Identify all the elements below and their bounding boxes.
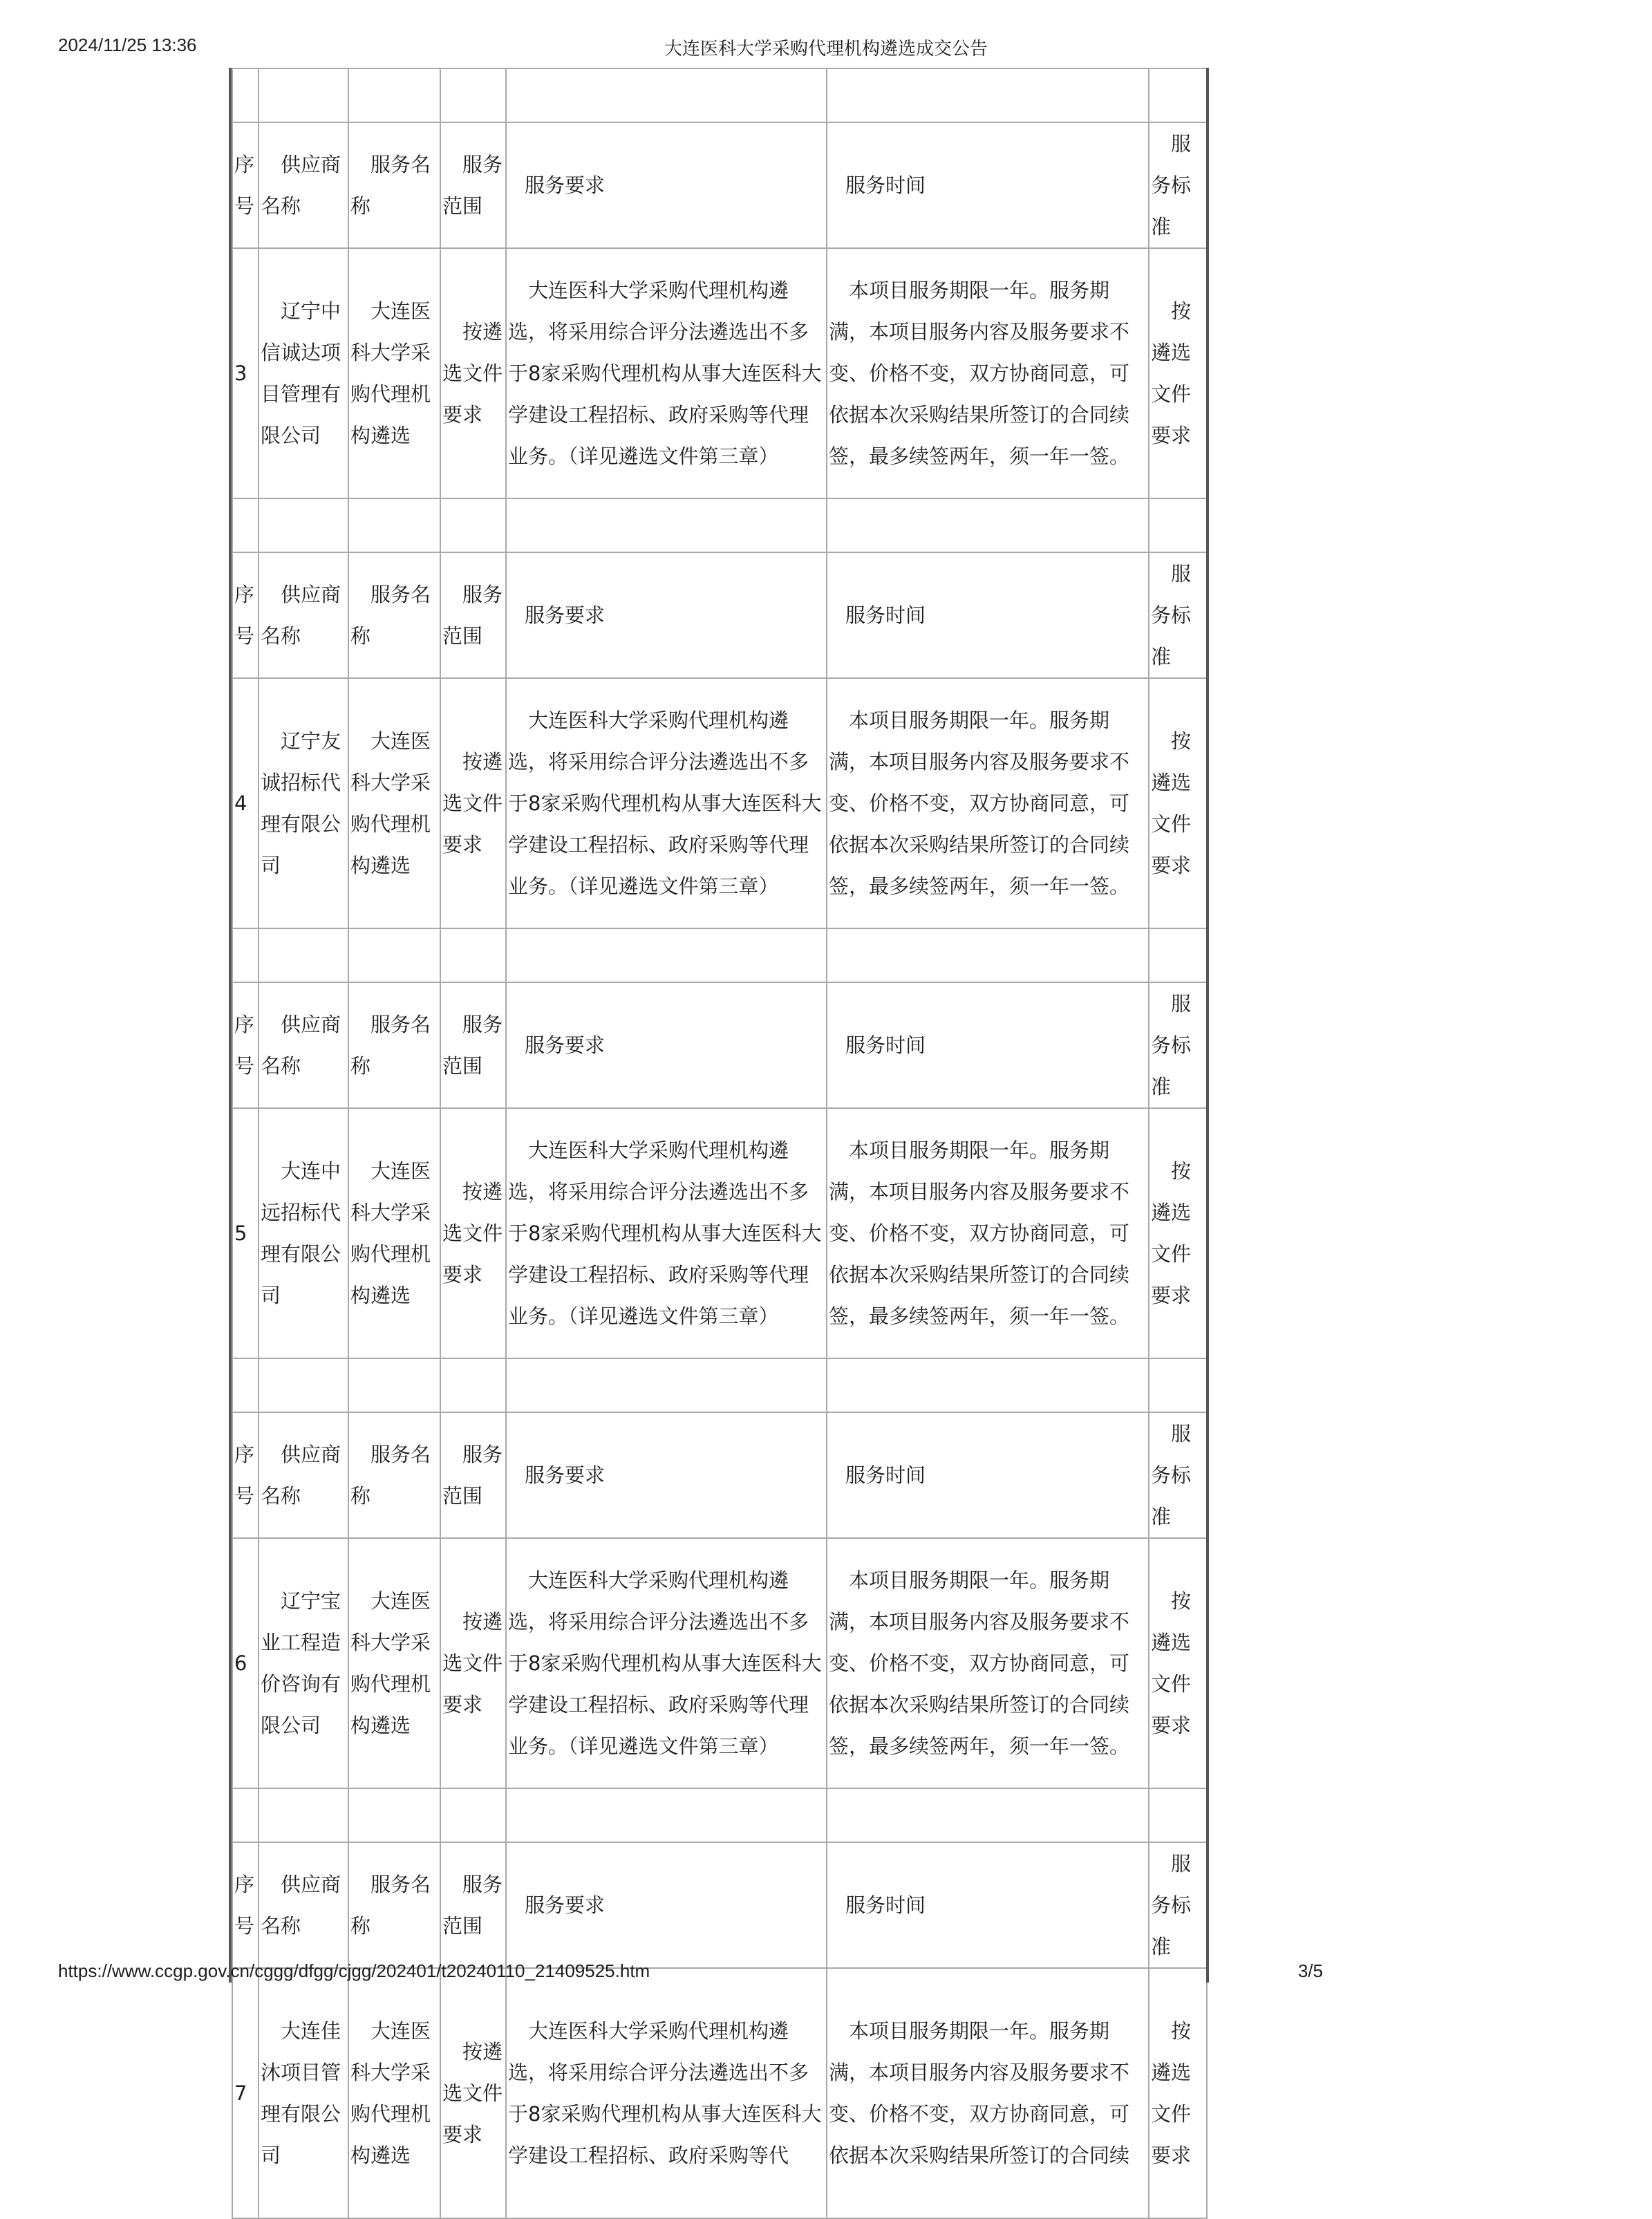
service-requirement: 大连医科大学采购代理机构遴选，将采用综合评分法遴选出不多于8家采购代理机构从事大连医科大学建设工程招标、政府采购等代	[506, 1968, 827, 2218]
empty-cell	[827, 928, 1149, 982]
column-header: 服务要求	[506, 982, 827, 1108]
table-header-row	[232, 122, 1207, 248]
column-header: 服务时间	[827, 122, 1149, 248]
empty-cell	[348, 498, 440, 552]
page-url: https://www.ccgp.gov.cn/cggg/dfgg/cjgg/202401/t20240110_21409525.htm	[58, 1960, 650, 1981]
column-header: 服务时间	[827, 982, 1149, 1108]
column-header: 供应商名称	[259, 552, 348, 678]
table-row	[232, 1968, 1207, 2218]
empty-cell	[259, 1358, 348, 1412]
print-datetime: 2024/11/25 13:36	[58, 35, 197, 55]
column-header: 服务时间	[827, 552, 1149, 678]
column-header: 服务名称	[348, 1412, 440, 1538]
supplier-name: 辽宁友诚招标代理有限公司	[259, 678, 348, 928]
empty-cell	[827, 1358, 1149, 1412]
empty-cell	[1149, 1788, 1207, 1842]
column-header: 服务范围	[440, 122, 506, 248]
empty-cell	[440, 498, 506, 552]
empty-cell	[232, 68, 259, 122]
page-title: 大连医科大学采购代理机构遴选成交公告	[664, 39, 988, 59]
table-outer-border-left	[229, 68, 232, 1983]
spacer-row	[232, 1788, 1207, 1842]
service-standard: 按遴选文件要求	[1149, 678, 1207, 928]
service-time: 本项目服务期限一年。服务期满，本项目服务内容及服务要求不变、价格不变，双方协商同意，可依据本次采购结果所签订的合同续签，最多续签两年，须一年一签。	[827, 1538, 1149, 1788]
spacer-row	[232, 1358, 1207, 1412]
column-header: 供应商名称	[259, 1842, 348, 1968]
service-standard: 按遴选文件要求	[1149, 1108, 1207, 1358]
empty-cell	[827, 68, 1149, 122]
service-requirement: 大连医科大学采购代理机构遴选，将采用综合评分法遴选出不多于8家采购代理机构从事大连医科大学建设工程招标、政府采购等代理业务。（详见遴选文件第三章）	[506, 248, 827, 498]
service-scope: 按遴选文件要求	[440, 1108, 506, 1358]
service-name: 大连医科大学采购代理机构遴选	[348, 248, 440, 498]
column-header: 服务要求	[506, 552, 827, 678]
table-header-row	[232, 982, 1207, 1108]
empty-cell	[1149, 928, 1207, 982]
service-standard: 按遴选文件要求	[1149, 1538, 1207, 1788]
service-scope: 按遴选文件要求	[440, 1968, 506, 2218]
column-header: 服务名称	[348, 122, 440, 248]
spacer-row	[232, 928, 1207, 982]
service-name: 大连医科大学采购代理机构遴选	[348, 678, 440, 928]
service-name: 大连医科大学采购代理机构遴选	[348, 1538, 440, 1788]
column-header: 供应商名称	[259, 982, 348, 1108]
empty-cell	[506, 928, 827, 982]
results-table	[232, 68, 1208, 2219]
row-number: 7	[232, 1968, 259, 2218]
empty-cell	[259, 68, 348, 122]
column-header: 服务标准	[1149, 1842, 1207, 1968]
empty-cell	[1149, 1358, 1207, 1412]
column-header: 服务范围	[440, 982, 506, 1108]
supplier-name: 辽宁中信诚达项目管理有限公司	[259, 248, 348, 498]
table-header-row	[232, 1842, 1207, 1968]
service-scope: 按遴选文件要求	[440, 1538, 506, 1788]
column-header: 服务范围	[440, 552, 506, 678]
column-header: 服务范围	[440, 1412, 506, 1538]
row-number: 3	[232, 248, 259, 498]
empty-cell	[232, 928, 259, 982]
page-number: 3/5	[1297, 1960, 1323, 1981]
column-header: 服务名称	[348, 982, 440, 1108]
column-header: 服务名称	[348, 552, 440, 678]
service-name: 大连医科大学采购代理机构遴选	[348, 1968, 440, 2218]
service-time: 本项目服务期限一年。服务期满，本项目服务内容及服务要求不变、价格不变，双方协商同意，可依据本次采购结果所签订的合同续签，最多续签两年，须一年一签。	[827, 1108, 1149, 1358]
service-time: 本项目服务期限一年。服务期满，本项目服务内容及服务要求不变、价格不变，双方协商同意，可依据本次采购结果所签订的合同续	[827, 1968, 1149, 2218]
supplier-name: 辽宁宝业工程造价咨询有限公司	[259, 1538, 348, 1788]
empty-cell	[506, 68, 827, 122]
service-standard: 按遴选文件要求	[1149, 248, 1207, 498]
column-header: 序号	[232, 1412, 259, 1538]
column-header: 序号	[232, 1842, 259, 1968]
row-number: 4	[232, 678, 259, 928]
supplier-name: 大连佳沐项目管理有限公司	[259, 1968, 348, 2218]
column-header: 服务要求	[506, 1842, 827, 1968]
service-requirement: 大连医科大学采购代理机构遴选，将采用综合评分法遴选出不多于8家采购代理机构从事大连医科大学建设工程招标、政府采购等代理业务。（详见遴选文件第三章）	[506, 678, 827, 928]
column-header: 服务标准	[1149, 122, 1207, 248]
empty-cell	[232, 1788, 259, 1842]
row-number: 6	[232, 1538, 259, 1788]
service-time: 本项目服务期限一年。服务期满，本项目服务内容及服务要求不变、价格不变，双方协商同意，可依据本次采购结果所签订的合同续签，最多续签两年，须一年一签。	[827, 248, 1149, 498]
service-requirement: 大连医科大学采购代理机构遴选，将采用综合评分法遴选出不多于8家采购代理机构从事大连医科大学建设工程招标、政府采购等代理业务。（详见遴选文件第三章）	[506, 1538, 827, 1788]
table-header-row	[232, 1412, 1207, 1538]
empty-cell	[348, 68, 440, 122]
table-row	[232, 678, 1207, 928]
column-header: 供应商名称	[259, 122, 348, 248]
table-row	[232, 1538, 1207, 1788]
service-scope: 按遴选文件要求	[440, 678, 506, 928]
table-row	[232, 1108, 1207, 1358]
empty-cell	[440, 1358, 506, 1412]
service-time: 本项目服务期限一年。服务期满，本项目服务内容及服务要求不变、价格不变，双方协商同意，可依据本次采购结果所签订的合同续签，最多续签两年，须一年一签。	[827, 678, 1149, 928]
column-header: 服务名称	[348, 1842, 440, 1968]
table-row	[232, 248, 1207, 498]
table-outer-border-right	[1206, 68, 1209, 1983]
column-header: 序号	[232, 982, 259, 1108]
spacer-row	[232, 498, 1207, 552]
column-header: 服务要求	[506, 122, 827, 248]
results-table-container	[229, 68, 1209, 2167]
empty-cell	[232, 1358, 259, 1412]
column-header: 服务标准	[1149, 982, 1207, 1108]
service-standard: 按遴选文件要求	[1149, 1968, 1207, 2218]
empty-cell	[348, 1358, 440, 1412]
spacer-row	[232, 68, 1207, 122]
service-requirement: 大连医科大学采购代理机构遴选，将采用综合评分法遴选出不多于8家采购代理机构从事大连医科大学建设工程招标、政府采购等代理业务。（详见遴选文件第三章）	[506, 1108, 827, 1358]
table-header-row	[232, 552, 1207, 678]
column-header: 服务要求	[506, 1412, 827, 1538]
column-header: 服务范围	[440, 1842, 506, 1968]
empty-cell	[232, 498, 259, 552]
empty-cell	[827, 498, 1149, 552]
empty-cell	[440, 928, 506, 982]
empty-cell	[440, 68, 506, 122]
empty-cell	[259, 498, 348, 552]
column-header: 序号	[232, 552, 259, 678]
empty-cell	[440, 1788, 506, 1842]
empty-cell	[506, 1788, 827, 1842]
empty-cell	[506, 1358, 827, 1412]
empty-cell	[348, 928, 440, 982]
column-header: 服务标准	[1149, 1412, 1207, 1538]
empty-cell	[348, 1788, 440, 1842]
empty-cell	[259, 928, 348, 982]
column-header: 服务标准	[1149, 552, 1207, 678]
column-header: 服务时间	[827, 1412, 1149, 1538]
service-name: 大连医科大学采购代理机构遴选	[348, 1108, 440, 1358]
empty-cell	[259, 1788, 348, 1842]
supplier-name: 大连中远招标代理有限公司	[259, 1108, 348, 1358]
column-header: 服务时间	[827, 1842, 1149, 1968]
service-scope: 按遴选文件要求	[440, 248, 506, 498]
empty-cell	[827, 1788, 1149, 1842]
empty-cell	[506, 498, 827, 552]
column-header: 序号	[232, 122, 259, 248]
empty-cell	[1149, 498, 1207, 552]
row-number: 5	[232, 1108, 259, 1358]
empty-cell	[1149, 68, 1207, 122]
column-header: 供应商名称	[259, 1412, 348, 1538]
